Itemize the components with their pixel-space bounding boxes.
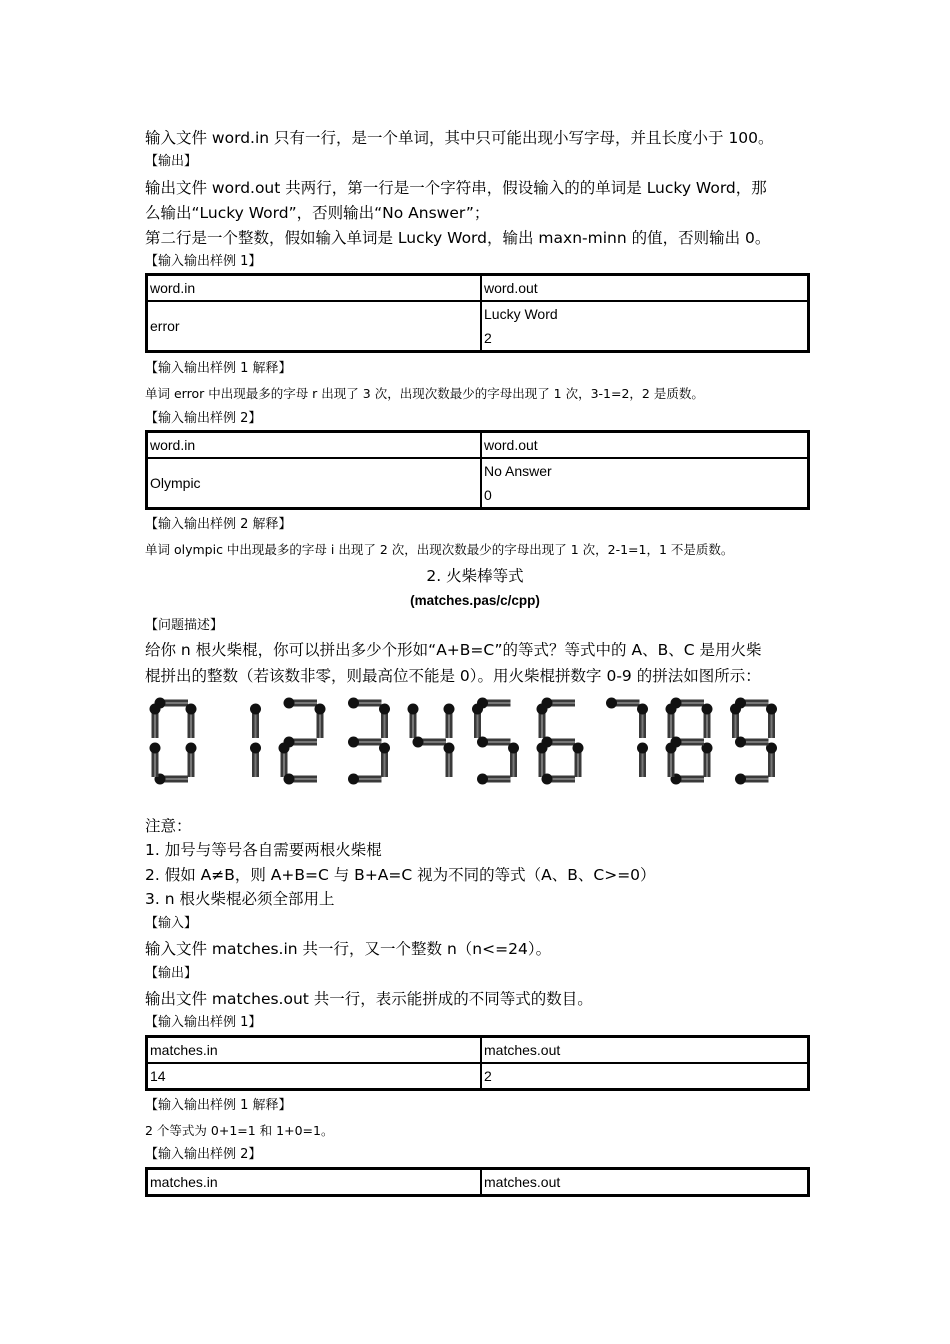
table-header-cell: word.in	[147, 432, 481, 458]
matchstick-digit-9	[730, 698, 777, 785]
output-description-line-2: 么输出“Lucky Word”，否则输出“No Answer”；	[145, 204, 490, 222]
table-header-cell: word.out	[481, 432, 808, 458]
sample-2-explanation-heading: 【输入输出样例 2 解释】	[145, 517, 292, 532]
matches-sample-2-table	[145, 1167, 810, 1197]
word-sample-2-table	[145, 430, 810, 510]
matchstick-digit-1	[250, 704, 261, 778]
matchstick-digit-2	[279, 698, 326, 785]
output-description-line-3: 第二行是一个整数，假如输入单词是 Lucky Word，输出 maxn-minn 的值，否则输出 0。	[145, 229, 771, 247]
table-header-cell: word.out	[481, 275, 808, 301]
word-sample-1-table	[145, 273, 810, 353]
matches-sample-1-explanation: 2 个等式为 0+1=1 和 1+0=1。	[145, 1123, 334, 1138]
table-header-cell: matches.out	[481, 1037, 808, 1063]
output-description-matches: 输出文件 matches.out 共一行，表示能拼成的不同等式的数目。	[145, 990, 593, 1008]
input-description-matches: 输入文件 matches.in 共一行，又一个整数 n（n<=24）。	[145, 940, 552, 958]
table-cell: 2	[481, 1063, 808, 1089]
table-header-cell: matches.in	[147, 1169, 481, 1195]
matchstick-digit-5	[472, 698, 519, 785]
sample-1-explanation-heading: 【输入输出样例 1 解释】	[145, 361, 292, 376]
matches-sample-1-table	[145, 1035, 810, 1091]
matches-sample-1-heading: 【输入输出样例 1】	[145, 1015, 262, 1030]
sample-1-heading: 【输入输出样例 1】	[145, 254, 262, 269]
matchstick-digits-figure	[145, 693, 810, 793]
matchstick-digit-4	[408, 704, 455, 778]
input-heading: 【输入】	[145, 916, 198, 931]
matchstick-digits-svg	[145, 693, 810, 793]
table-cell: error	[147, 301, 481, 351]
matchstick-digit-6	[537, 698, 584, 785]
matches-sample-2-heading: 【输入输出样例 2】	[145, 1147, 262, 1162]
sample-2-heading: 【输入输出样例 2】	[145, 411, 262, 426]
matchstick-digit-0	[150, 698, 197, 785]
output-heading: 【输出】	[145, 154, 198, 169]
table-header-cell: matches.in	[147, 1037, 481, 1063]
matches-sample-1-explanation-heading: 【输入输出样例 1 解释】	[145, 1098, 292, 1113]
problem-2-filename: (matches.pas/c/cpp)	[410, 593, 540, 608]
problem-2-title: 2. 火柴棒等式	[426, 567, 524, 585]
problem-description-heading: 【问题描述】	[145, 618, 224, 633]
problem-description-line-2: 棍拼出的整数（若该数非零，则最高位不能是 0）。用火柴棍拼数字 0-9 的拼法如图所示：	[145, 667, 761, 685]
table-header-cell: matches.out	[481, 1169, 808, 1195]
input-description: 输入文件 word.in 只有一行，是一个单词，其中只可能出现小写字母，并且长度小于 100。	[145, 129, 774, 147]
output-line: Lucky Word	[484, 306, 558, 322]
matchstick-digit-3	[348, 698, 390, 785]
matchstick-digit-7	[606, 698, 648, 778]
table-cell	[481, 301, 808, 351]
table-cell: 14	[147, 1063, 481, 1089]
table-cell: Olympic	[147, 458, 481, 508]
sample-2-explanation: 单词 olympic 中出现最多的字母 i 出现了 2 次，出现次数最少的字母出现了 1 次，2-1=1，1 不是质数。	[145, 542, 734, 557]
sample-1-explanation: 单词 error 中出现最多的字母 r 出现了 3 次，出现次数最少的字母出现了 1 次，3-1=2，2 是质数。	[145, 386, 704, 401]
output-heading-matches: 【输出】	[145, 966, 198, 981]
note-3: 3. n 根火柴棍必须全部用上	[145, 890, 335, 908]
output-line: No Answer	[484, 463, 552, 479]
table-cell	[481, 458, 808, 508]
matchstick-digit-8	[666, 698, 713, 785]
note-1: 1. 加号与等号各自需要两根火柴棍	[145, 841, 382, 859]
output-line: 0	[484, 487, 492, 503]
output-description-line-1: 输出文件 word.out 共两行，第一行是一个字符串，假设输入的的单词是 Lucky Word，那	[145, 179, 767, 197]
table-header-cell: word.in	[147, 275, 481, 301]
output-line: 2	[484, 330, 492, 346]
problem-description-line-1: 给你 n 根火柴棍，你可以拼出多少个形如“A+B=C”的等式？等式中的 A、B、C 是用火柴	[145, 641, 762, 659]
notes-heading: 注意：	[145, 817, 192, 835]
note-2: 2. 假如 A≠B，则 A+B=C 与 B+A=C 视为不同的等式（A、B、C>=0）	[145, 866, 656, 884]
